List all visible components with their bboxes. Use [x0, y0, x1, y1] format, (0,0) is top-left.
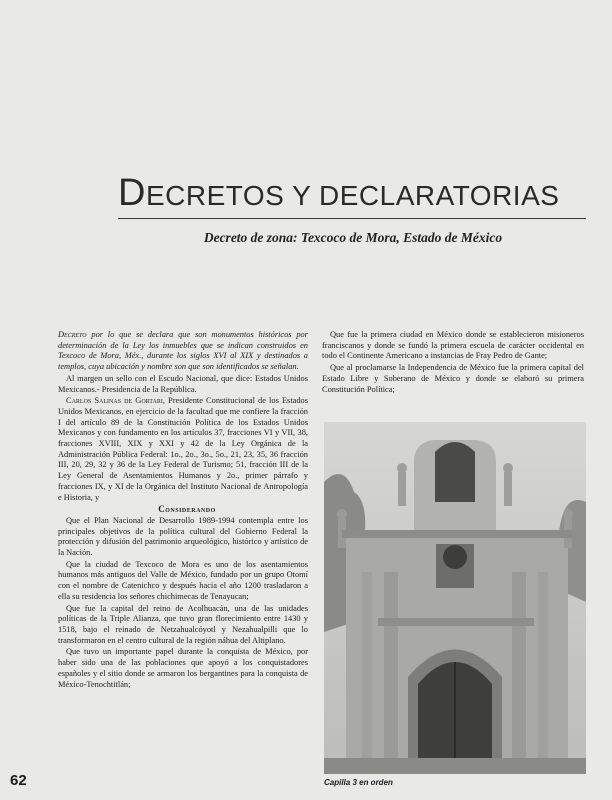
- president-paragraph: [58, 396, 308, 503]
- president-name: Carlos Salinas de Gortari: [66, 396, 163, 406]
- considerando-paragraph: Que el Plan Nacional de Desarrollo 1989-1994 contempla entre los principales objetivos de la política cultural del Gobierno Federal la protección y difusión del patrimonio arqueológico, histórico y artístico de la Nación.: [58, 515, 308, 558]
- decree-intro-text: por lo que se declara que son monumentos históricos por determinación de la Ley los inmuebles que se indican construidos en Texcoco de Mora, Méx., durante los siglos XVI al XIX y destinados a templos, cuya ubicación y nombre son que son identificados se señalan.: [58, 330, 308, 372]
- considerando-paragraph: Que la ciudad de Texcoco de Mora es uno de los asentamientos humanos más antiguos del Valle de México, fundado por un grupo Otomí con el nombre de Catenichco y después hacia el año 1200 trasladaron a ella su residencia los señores chichimecas de Tenayucan;: [58, 559, 308, 601]
- decree-intro: [58, 330, 308, 373]
- photo-caption: Capilla 3 en orden: [324, 778, 393, 787]
- chapel-facade-illustration: [324, 422, 586, 774]
- considerando-paragraph: Que fue la capital del reino de Acolhuacán, una de las unidades políticas de la Triple Alianza, que tuvo gran florecimiento entre 1430 y 1518, bajo el reinado de Netzahualcóyotl y Nezahualpilli que lo transformaron en el centro cultural de la región náhua del Altiplano.: [58, 603, 308, 645]
- considerando-paragraph: Que fue la primera ciudad en México donde se establecieron misioneros franciscanos y donde se fundó la primera escuela de carácter occidental en todo el Continente Americano a instancias de Fray Pedro de Gante;: [322, 330, 584, 361]
- section-title: [118, 172, 559, 215]
- title-rule: [118, 218, 586, 219]
- considerando-paragraph: Que al proclamarse la Independencia de México fue la primera capital del Estado Libre y Soberano de México y donde se elaboró su primera Constitución Política;: [322, 363, 584, 394]
- president-text: , Presidente Constitucional de los Estados Unidos Mexicanos, en ejercicio de la facultad que me confiere la fracción I del artículo 89 de la Constitución Política de los Estados Unidos Mexicanos y con fundamento en los artículos 37, fracciones VI y VII, 38, fracciones XVIII, XIX y XXI y 42 de la Ley Orgánica de la Administración Pública Federal: 1o., 2o., 3o., 5o., 21, 23, 35, 36 fracción III, 20, 29, 32 y 36 de la Ley Federal de Turismo; 51, fracción III de la Ley General de Asentamientos Humanos y 2o., primer párrafo y fracciones IX, y XI de la Orgánica del Instituto Nacional de Antropología e Historia, y: [58, 396, 308, 502]
- section-title-initial: D: [118, 172, 146, 214]
- chapel-photo: [324, 422, 586, 774]
- seal-paragraph: Al margen un sello con el Escudo Nacional, que dice: Estados Unidos Mexicanos.- Presidencia de la República.: [58, 373, 308, 394]
- right-column: [322, 330, 584, 396]
- considerando-heading: Considerando: [158, 504, 216, 515]
- considerando-paragraph: Que tuvo un importante papel durante la conquista de México, por haber sido una de las poblaciones que apoyó a los conquistadores españoles y el sitio donde se armaron los bergantines para la conquista de México-Tenochtitlán;: [58, 647, 308, 689]
- left-column: [58, 330, 308, 691]
- decree-lead: Decreto: [58, 330, 87, 339]
- article-subtitle: Decreto de zona: Texcoco de Mora, Estado de México: [203, 230, 503, 245]
- section-title-rest: ECRETOS Y DECLARATORIAS: [145, 180, 560, 211]
- page-number: 62: [10, 772, 27, 789]
